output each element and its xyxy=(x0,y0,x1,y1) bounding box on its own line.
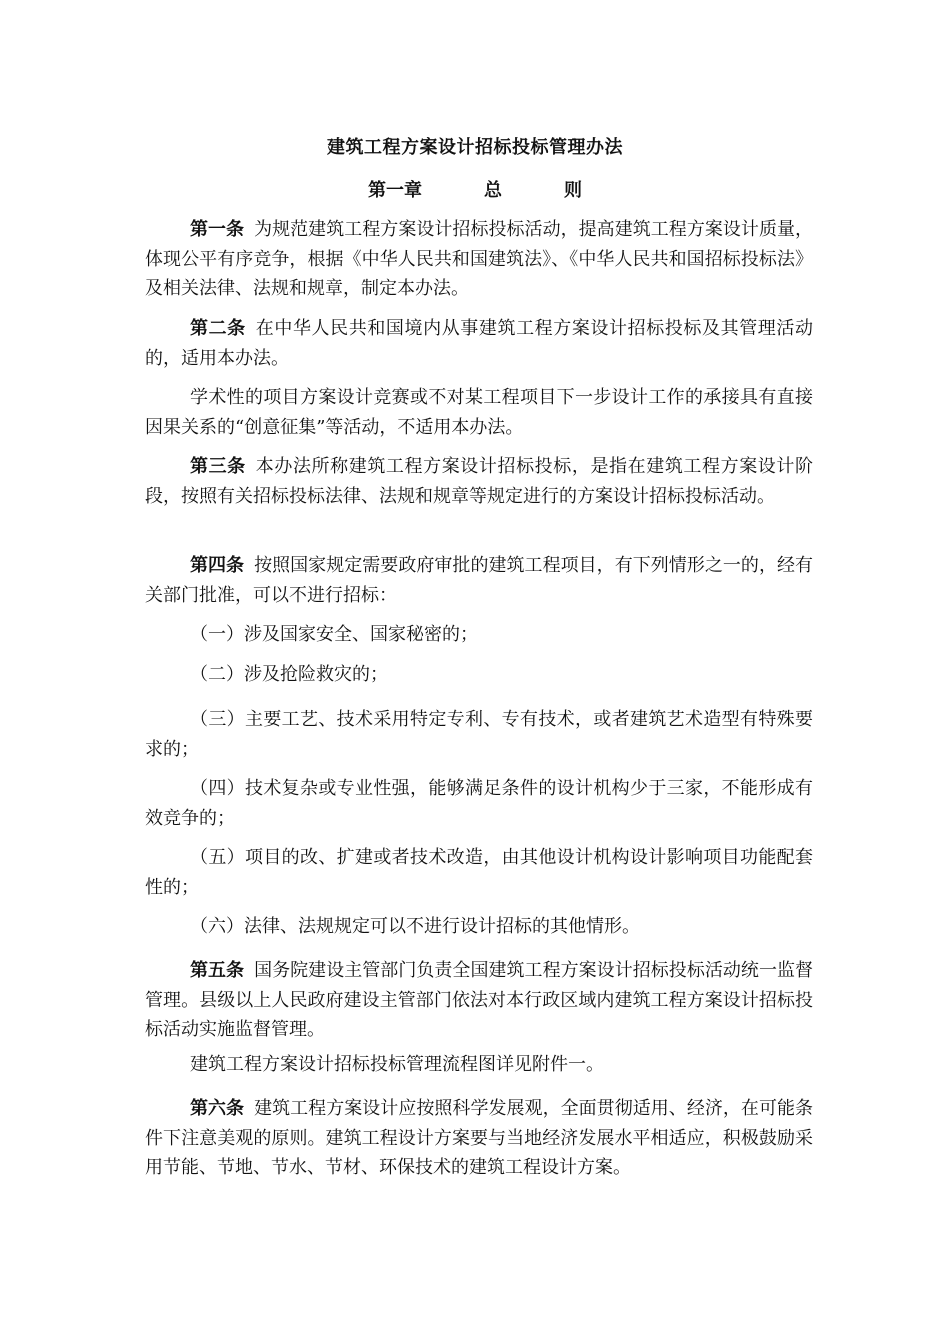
article-text: 按照国家规定需要政府审批的建筑工程项目，有下列情形之一的，经有关部门批准，可以不进行招标： xyxy=(145,555,813,606)
article-number: 第五条 xyxy=(190,960,245,981)
article-number: 第一条 xyxy=(190,219,245,240)
list-item xyxy=(145,660,813,690)
article-text: 国务院建设主管部门负责全国建筑工程方案设计招标投标活动统一监督管理。县级以上人民政府建设主管部门依法对本行政区域内建筑工程方案设计招标投标活动实施监督管理。 xyxy=(145,960,813,1040)
document-title: 建筑工程方案设计招标投标管理办法 xyxy=(327,137,623,158)
chapter-name-first: 总 xyxy=(484,180,502,201)
article-number: 第六条 xyxy=(190,1098,245,1119)
article-1 xyxy=(145,215,813,304)
article-6 xyxy=(145,1094,813,1183)
article-2 xyxy=(145,314,813,373)
list-item xyxy=(145,843,813,902)
list-item-text: （三）主要工艺、技术采用特定专利、专有技术，或者建筑艺术造型有特殊要求的； xyxy=(145,709,813,760)
chapter-number: 第一章 xyxy=(368,180,422,201)
article-text: 在中华人民共和国境内从事建筑工程方案设计招标投标及其管理活动的，适用本办法。 xyxy=(145,318,813,369)
list-item xyxy=(145,620,813,650)
paragraph-item xyxy=(145,1050,813,1080)
list-item xyxy=(145,774,813,833)
article-text: 为规范建筑工程方案设计招标投标活动，提高建筑工程方案设计质量，体现公平有序竞争，根据《中华人民共和国建筑法》、《中华人民共和国招标投标法》及相关法律、法规和规章，制定本办法。 xyxy=(145,219,813,299)
paragraph-text: 建筑工程方案设计招标投标管理流程图详见附件一。 xyxy=(190,1054,604,1075)
article-text: 本办法所称建筑工程方案设计招标投标，是指在建筑工程方案设计阶段，按照有关招标投标法律、法规和规章等规定进行的方案设计招标投标活动。 xyxy=(145,456,813,507)
paragraph-item xyxy=(145,383,813,442)
article-number: 第四条 xyxy=(190,555,245,576)
article-3 xyxy=(145,452,813,511)
paragraph-text: 学术性的项目方案设计竞赛或不对某工程项目下一步设计工作的承接具有直接因果关系的“创意征集”等活动，不适用本办法。 xyxy=(145,387,813,438)
article-text: 建筑工程方案设计应按照科学发展观，全面贯彻适用、经济，在可能条件下注意美观的原则。建筑工程设计方案要与当地经济发展水平相适应，积极鼓励采用节能、节地、节水、节材、环保技术的建筑工程设计方案。 xyxy=(145,1098,813,1178)
list-item-text: （二）涉及抢险救灾的； xyxy=(190,664,388,685)
article-5 xyxy=(145,956,813,1045)
article-4 xyxy=(145,551,813,610)
article-number: 第三条 xyxy=(190,456,246,477)
chapter-name-second: 则 xyxy=(564,180,582,201)
article-number: 第二条 xyxy=(190,318,246,339)
list-item-text: （四）技术复杂或专业性强，能够满足条件的设计机构少于三家，不能形成有效竞争的； xyxy=(145,778,813,829)
list-item-text: （一）涉及国家安全、国家秘密的； xyxy=(190,624,478,645)
list-item-text: （五）项目的改、扩建或者技术改造，由其他设计机构设计影响项目功能配套性的； xyxy=(145,847,813,898)
list-item-text: （六）法律、法规规定可以不进行设计招标的其他情形。 xyxy=(190,916,640,937)
chapter-heading xyxy=(0,176,950,202)
list-item xyxy=(145,705,813,764)
list-item xyxy=(145,912,813,942)
